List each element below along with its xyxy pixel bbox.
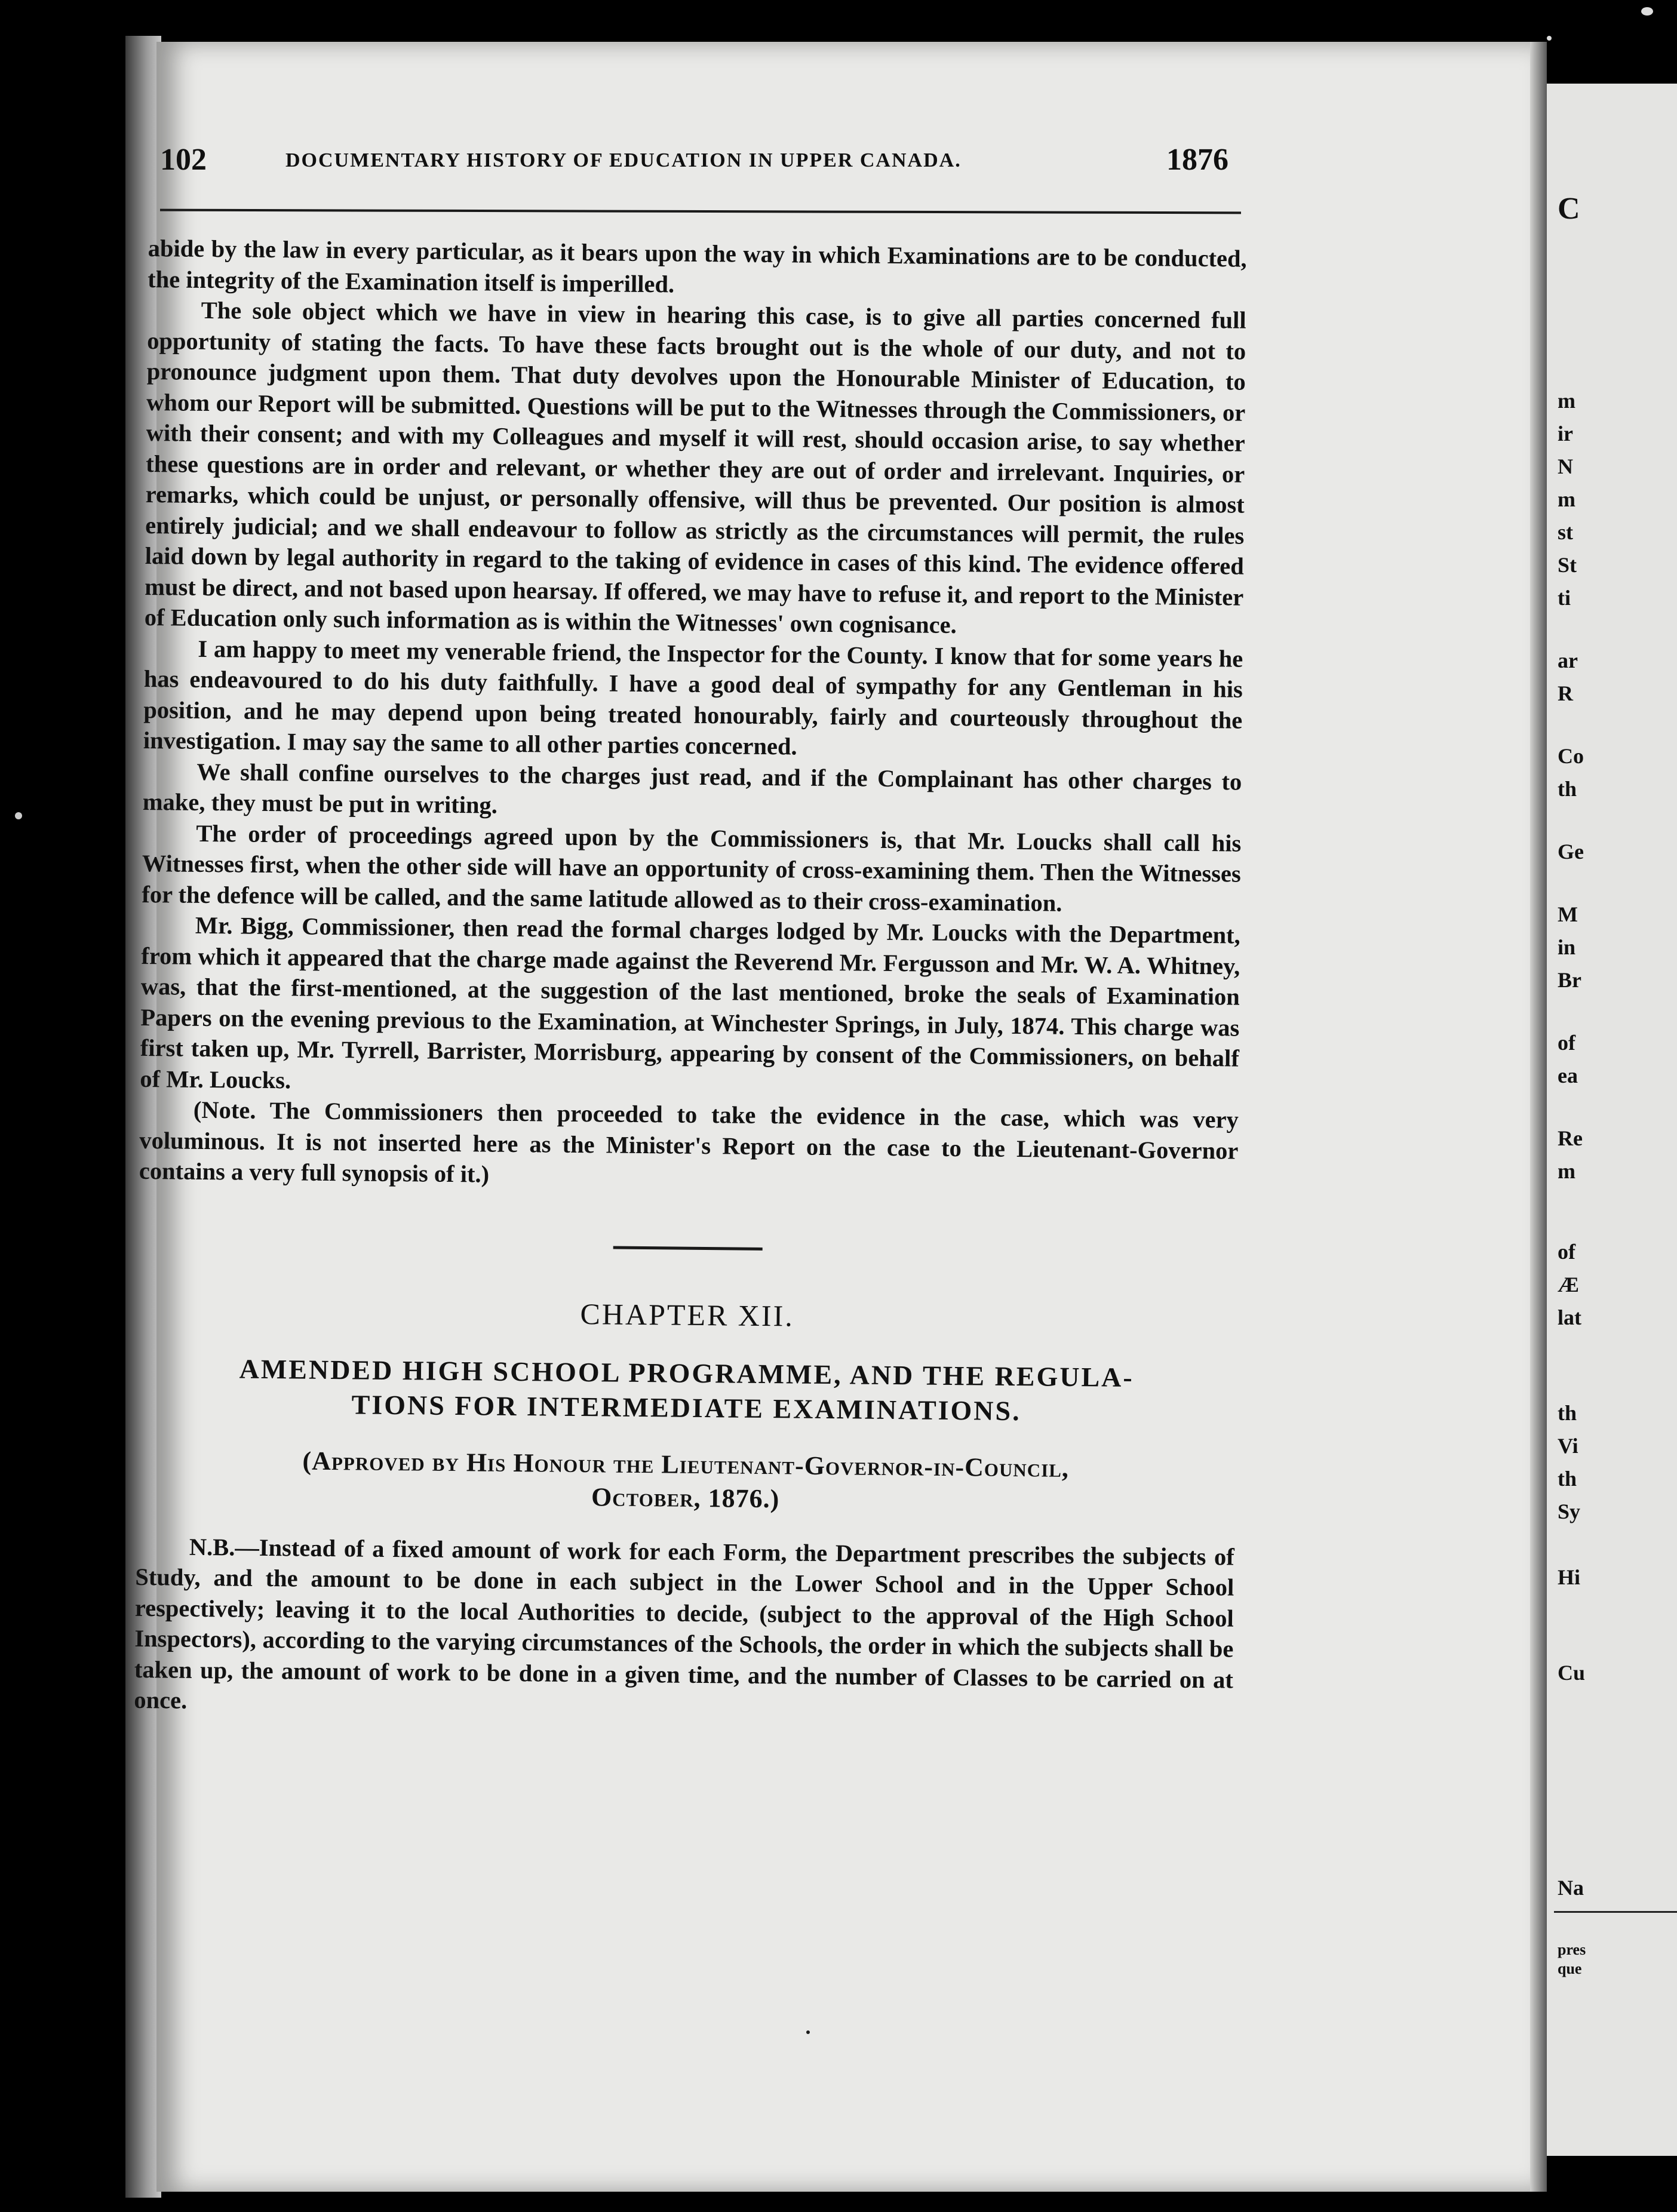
paragraph: We shall confine ourselves to the charges just read, and if the Complainant has other charges to make, they must be put in writing. [142,758,1242,819]
facing-page-fragment: ea [1558,1064,1578,1087]
facing-page-fragment: que [1558,1960,1582,1977]
paragraph: Mr. Bigg, Commissioner, then read the formal charges lodged by Mr. Loucks with the Department, from which it appeared that the charge made against the Reverend Mr. Fergusson and Mr. W. A. Whitney, was, that the first-mentioned, at the suggestion of the last mentioned, broke the seals of Examination Papers on the evening previous to the Examination, at Winchester Springs, in July, 1874. This charge was first taken up, Mr. Tyrrell, Barrister, Morrisburg, appearing by consent of the Commissioners, on behalf of Mr. Loucks. [140,911,1241,1093]
facing-page-fragment: Sy [1558,1500,1581,1523]
facing-page-fragment: Ge [1558,840,1584,864]
facing-page-fragment: Æ [1558,1273,1579,1297]
chapter-heading-line: TIONS FOR INTERMEDIATE EXAMINATIONS. [351,1388,1021,1426]
facing-page-fragment: m [1558,1159,1575,1183]
page-number: 102 [160,143,207,177]
facing-page-fragment: Hi [1558,1565,1581,1589]
binding-shadow [0,0,125,2212]
facing-page-rule [1554,1911,1677,1913]
paragraph: abide by the law in every particular, as it bears upon the way in which Examinations are to be conducted, the integrity of the Examination itself is imperilled. [148,234,1247,297]
facing-page-fragment: Br [1558,968,1581,992]
running-head [160,142,1235,190]
facing-page-fragment: m [1558,487,1575,511]
facing-page-fragment: pres [1558,1941,1586,1958]
facing-page-fragment: Vi [1558,1434,1578,1458]
running-title: DOCUMENTARY HISTORY OF EDUCATION IN UPPER CANADA. [285,149,962,171]
facing-page-fragment: Re [1558,1126,1583,1150]
paragraph: The order of proceedings agreed upon by the Commissioners is, that Mr. Loucks shall call his Witnesses first, when the other side will have an opportunity of cross-examining them. Then the Witnesses for the defence will be called, and the same latitude allowed as to their cross-examination. [142,819,1242,917]
approval-line: (Approved by His Honour the Lieutenant-Governor-in-Council, [302,1446,1070,1483]
facing-page-fragment: Co [1558,744,1584,768]
facing-page-fragment: ir [1558,422,1573,446]
approval-note [136,1442,1235,1520]
nb-paragraph: N.B.—Instead of a fixed amount of work for each Form, the Department prescribes the subjects of Study, and the amount to be done in each subject in the Lower School and in the Upper School respectively; leaving it to the local Authorities to decide, (subject to the approval of the High School Inspectors), according to the varying circumstances of the Schools, the order in which the subjects shall be taken up, the amount of work to be done in a given time, and the number of Classes to be carried on at once. [134,1533,1235,1714]
scan-speck [806,2030,810,2034]
facing-page-fragment: C [1558,192,1580,226]
facing-page-fragment: St [1558,553,1577,577]
facing-page-fragment: ti [1558,586,1571,610]
paragraph: I am happy to meet my venerable friend, the Inspector for the County. I know that for some years he has endeavoured to do his duty faithfully. I have a good deal of sympathy for any Gentleman in his position, and he may depend upon being treated honourably, fairly and courteously throughout the investigation. I may say the same to all other parties concerned. [143,635,1243,760]
paragraph: The sole object which we have in view in hearing this case, is to give all parties concerned full opportunity of stating the facts. To have these facts brought out is the whole of our duty, and not to pronounce judgment upon them. That duty devolves upon the Honourable Minister of Education, to whom our Report will be submitted. Questions will be put to the Witnesses through the Commissioners, or with their consent; and with my Colleagues and myself it will rest, should occasion arise, to say whether these questions are in order and relevant, or whether they are out of order and irrelevant. Inquiries, or remarks, which could be unjust, or personally offensive, will thus be prevented. Our position is almost entirely judicial; and we shall endeavour to follow as strictly as the circumstances will permit, the rules laid down by legal authority in regard to the taking of evidence in cases of this kind. The evidence offered must be direct, and not based upon hearsay. If offered, we may have to refuse it, and report to the Minister of Education only such information as is within the Witnesses' own cognisance. [144,296,1246,639]
facing-page-fragment: st [1558,520,1573,544]
facing-page-fragment: m [1558,389,1575,413]
note-paragraph: (Note. The Commissioners then proceeded to take the evidence in the case, which was very voluminous. It is not inserted here as the Minister's Report on the case to the Lieutenant-Governor contains a very full synopsis of it.) [139,1096,1239,1188]
facing-page-fragment: in [1558,935,1576,959]
scan-speck [1641,7,1653,16]
facing-page-fragment: Cu [1558,1661,1586,1685]
page-body [134,233,1247,1726]
facing-page-fragment: of [1558,1240,1575,1264]
chapter-number: CHAPTER XII. [580,1297,795,1332]
page-edge [1530,42,1547,2192]
facing-page-fragment: of [1558,1031,1575,1055]
facing-page-fragment: M [1558,902,1578,926]
facing-page [1547,84,1677,2156]
chapter-heading-line: AMENDED HIGH SCHOOL PROGRAMME, AND THE REGULA- [239,1353,1134,1393]
facing-page-fragment: th [1558,777,1577,801]
chapter-heading [137,1350,1236,1430]
scan-speck [1547,36,1552,41]
facing-page-fragment: lat [1558,1305,1581,1329]
facing-page-fragment: R [1558,681,1573,705]
facing-page-fragment: ar [1558,649,1578,672]
running-year: 1876 [1166,143,1228,177]
facing-page-fragment: th [1558,1401,1577,1425]
approval-line: October, 1876.) [591,1482,780,1513]
facing-page-fragment: th [1558,1467,1577,1491]
section-divider [613,1246,763,1250]
facing-page-fragment: N [1558,454,1573,478]
scan-speck [15,812,22,819]
facing-page-fragment: Na [1558,1876,1584,1900]
